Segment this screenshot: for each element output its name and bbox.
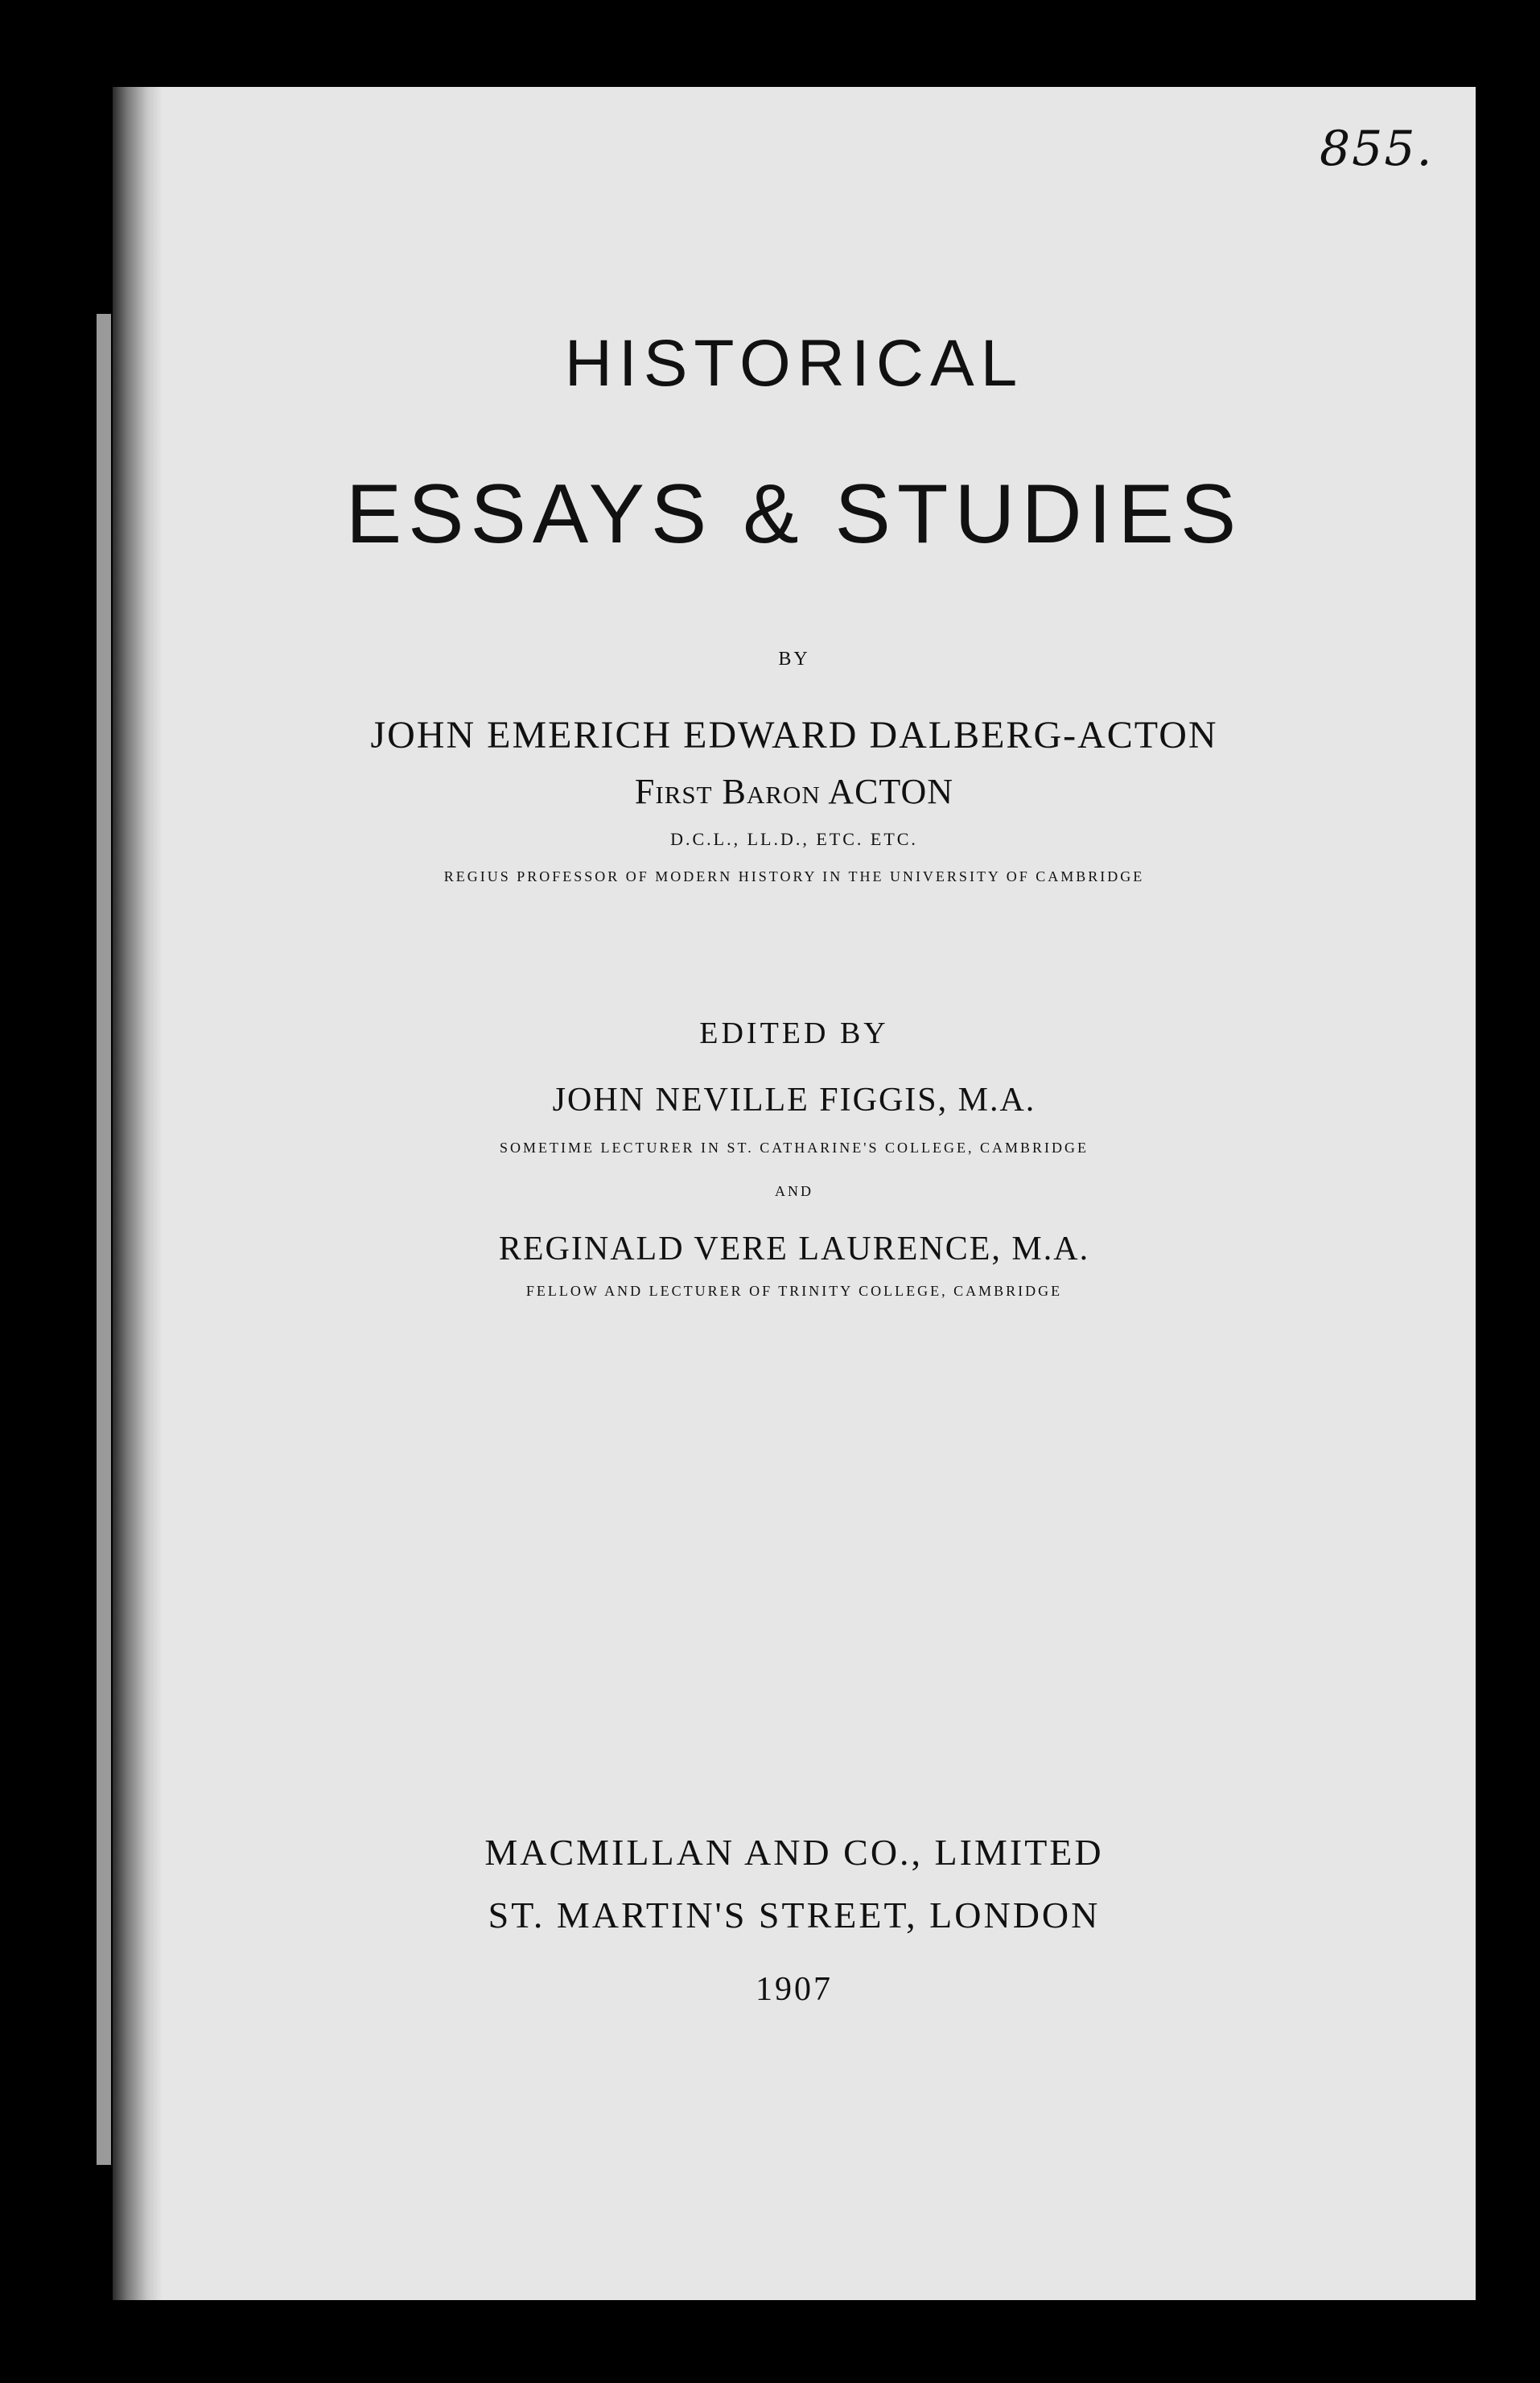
author-title: First Baron ACTON bbox=[634, 772, 954, 811]
editor-2-role: FELLOW AND LECTURER OF TRINITY COLLEGE, CAMBRIDGE bbox=[525, 1283, 1063, 1299]
edited-by-label: EDITED BY bbox=[699, 1016, 889, 1050]
page-edge-left bbox=[97, 314, 111, 2165]
publication-year: 1907 bbox=[756, 1971, 833, 2008]
editor-1-name: JOHN NEVILLE FIGGIS, M.A. bbox=[552, 1082, 1036, 1119]
and-label: AND bbox=[775, 1183, 813, 1199]
publisher-address: ST. MARTIN'S STREET, LONDON bbox=[488, 1894, 1101, 1936]
author-position: REGIUS PROFESSOR OF MODERN HISTORY IN THE UNIVERSITY OF CAMBRIDGE bbox=[443, 868, 1145, 884]
editor-2-name: REGINALD VERE LAURENCE, M.A. bbox=[498, 1231, 1090, 1268]
publisher-name: MACMILLAN AND CO., LIMITED bbox=[484, 1832, 1104, 1873]
title-line-1: HISTORICAL bbox=[564, 327, 1024, 400]
handwritten-annotation: 855. bbox=[1320, 121, 1434, 177]
by-label: BY bbox=[778, 649, 810, 670]
title-line-2: ESSAYS & STUDIES bbox=[345, 468, 1243, 561]
editor-1-role: SOMETIME LECTURER IN ST. CATHARINE'S COLLEGE, CAMBRIDGE bbox=[500, 1140, 1089, 1156]
author-name: JOHN EMERICH EDWARD DALBERG-ACTON bbox=[370, 714, 1218, 757]
author-degrees: D.C.L., LL.D., ETC. ETC. bbox=[670, 829, 918, 849]
